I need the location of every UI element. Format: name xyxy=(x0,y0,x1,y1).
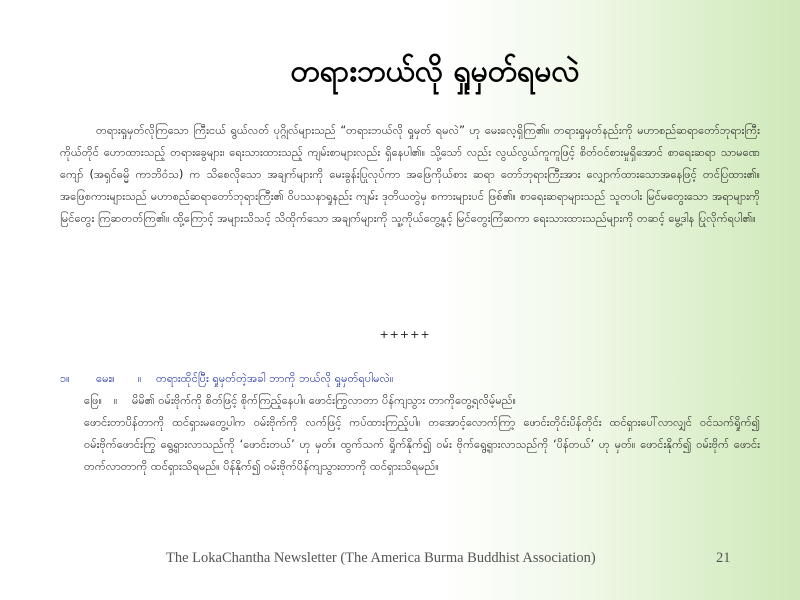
answer-first-text: မိမိ၏ ဝမ်းဗိုက်ကို စိတ်ဖြင့် စိုက်ကြည့်နေပါ။ ဖောင်းကြွလာတာ ပိန်ကျသွား တာကိုတွေ့ရလိမ့်မည်။ xyxy=(132,394,516,407)
intro-paragraph: တရားရှုမှတ်လိုကြသော ကြီးငယ် ရွယ်လတ် ပုဂ္ဂိုလ်များသည် “တရားဘယ်လို ရှုမှတ် ရမလဲ” ဟု မေးလေ့ရှိကြ၏။ တရားရှုမှတ်နည်းကို မဟာစည်ဆရာတော်ဘုရားကြီး ကိုယ်တိုင် ဟောထားသည့် တရားခွေများ၊ ရေးသားထားသည့် ကျမ်းစာများလည်း ရှိနေပါ၏။ သို့သော် လည်း လွယ်လွယ်ကူကူဖြင့် စိတ်ဝင်စားမှုရှိအောင် စာရေးဆရာ သာမဏေကျော် (အရှင်ဓမ္မိ ကာဘိဝံသ) က သိစေလိုသော အချက်များကို မေးခွန်းပြုလုပ်ကာ အဖြေကိုယ်စား ဆရာ တော်ဘုရားကြီးအား လျှောက်ထားသောအနေဖြင့် တင်ပြထား၏။ အဖြေစကားများသည် မဟာစည်ဆရာတော်ဘုရားကြီး၏ ဝိပဿနာရှုနည်း ကျမ်း ဒုတိယတွဲမှ စကားများပင် ဖြစ်၏။ စာရေးဆရာများသည် သူတပါး မြင်မတွေးသော အရာများကို မြင်တွေး ကြဆတတ်ကြ၏။ ထို့ကြောင့် အများသိသင့် သိထိုက်သော အချက်များကို သူ့ကိုယ်တွေ့နှင့် မြင်တွေးကြံဆကာ ရေးသားထားသည်များကို တဆင့် မွေ့ဒါန ပြုလိုက်ရပါ၏။ xyxy=(60,124,760,225)
question-separator: ။ xyxy=(138,372,142,385)
page-number: 21 xyxy=(716,550,731,566)
question-label: မေး။ xyxy=(96,372,115,385)
section-divider: +++++ xyxy=(379,328,431,341)
question-text: တရားထိုင်ပြီး ရှုမှတ်တဲ့အခါ ဘာကို ဘယ်လို ရှုမှတ်ရပါမလဲ။ xyxy=(156,372,394,385)
question-number: ၁။ xyxy=(60,372,70,385)
page-footer xyxy=(0,550,800,572)
answer-continuation: ဖောင်းတာပိန်တာကို ထင်ရှားမတွေ့ပါက ဝမ်းဗိုက်ကို လက်ဖြင့် ကပ်ထားကြည့်ပါ။ တအောင့်လောက်ကြာ့ ဖောင်းတိုင်းပိန်တိုင်း ထင်ရှားပေါ်လာလျှင် ဝင်သက်ရှိုက်၍ ဝမ်းဗိုက်ဖောင်းကြွ ရွေ့ရှားလာသည်ကို ‘ဖောင်းတယ်’ ဟု မှတ်။ ထွက်သက် ရှိုက်နိုက်၍ ဝမ်း ဗိုက်ရွေ့ရှားလာသည်ကို ‘ပိန်တယ်’ ဟု မှတ်။ ဖောင်းနိုက်၍ ဝမ်းဗိုက် ဖောင်းတက်လာတာကို ထင်ရှားသိရမည်။ ပိန်နိုက်၍ ဝမ်းဗိုက်ပိန်ကျသွားတာကို ထင်ရှားသိရမည်။ xyxy=(84,416,760,473)
footer-source: The LokaChantha Newsletter (The America Burma Buddhist Association) xyxy=(166,550,596,566)
answer-block xyxy=(60,390,760,478)
page-title: တရားဘယ်လို ရှုမှတ်ရမလဲ xyxy=(290,54,580,89)
answer-label: ဖြေ။ xyxy=(84,394,102,407)
answer-first-line xyxy=(60,390,760,412)
question-block xyxy=(60,368,760,390)
answer-separator: ။ xyxy=(114,394,118,407)
